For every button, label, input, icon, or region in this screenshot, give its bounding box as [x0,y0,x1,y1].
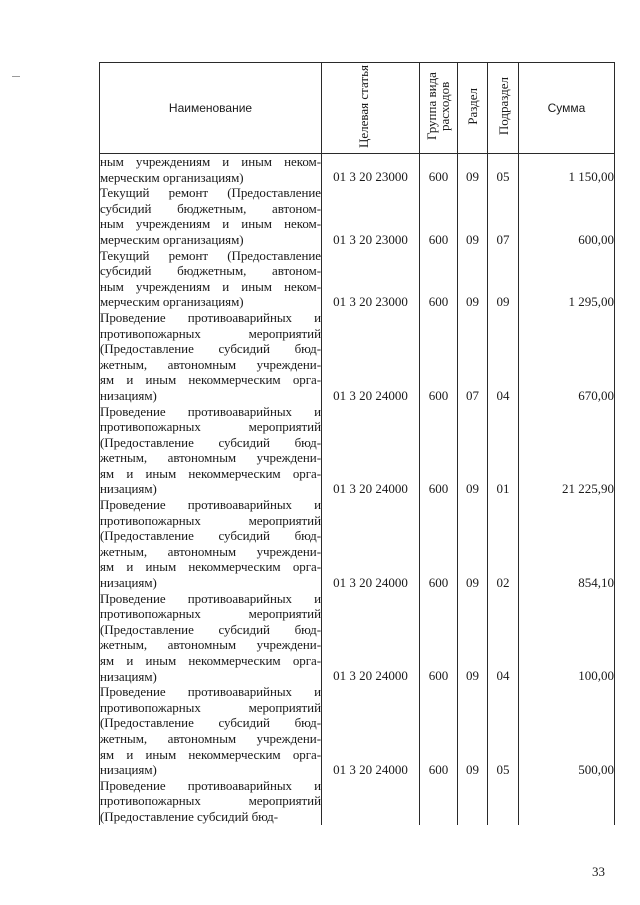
table-header [100,63,615,154]
row-name [100,185,322,247]
row-name-line: мерческим организациям) [100,231,244,247]
table-row [100,778,615,825]
row-section: 09 [458,404,488,498]
row-name-line: Проведение противоаварийных и [100,590,321,606]
row-amount: 1 295,00 [519,248,615,310]
header-subsection-label: Подраздел [495,77,511,136]
row-name-line: низациям) [100,575,157,591]
table-row [100,497,615,591]
row-subsection: 04 [488,591,519,685]
header-target-label: Целевая статья [355,64,371,148]
row-name-line: (Предоставление субсидий бюд- [100,341,321,357]
header-target [322,63,420,154]
row-name-line: противопожарных мероприятий [100,512,321,528]
page-number: 33 [592,864,605,879]
row-name-line: Проведение противоаварийных и [100,497,321,513]
table-row [100,684,615,778]
row-target: 01 3 20 24000 [322,591,420,685]
row-name [100,591,322,685]
row-expense-group: 600 [420,404,458,498]
row-subsection: 04 [488,310,519,404]
row-name-line: ным учреждениям и иным неком- [100,154,321,169]
row-amount: 21 225,90 [519,404,615,498]
row-name-line: Проведение противоаварийных и [100,684,321,700]
row-target: 01 3 20 23000 [322,248,420,310]
row-name-line: ям и иным некоммерческим орга- [100,653,321,668]
budget-table [99,62,615,825]
row-section: 09 [458,185,488,247]
row-subsection: 07 [488,185,519,247]
row-name [100,248,322,310]
row-name-line: Текущий ремонт (Предоставление [100,247,321,263]
row-name-line: жетным, автономным учреждени- [100,543,321,559]
row-name-line: субсидий бюджетным, автоном- [100,200,321,216]
row-subsection: 01 [488,404,519,498]
table-row [100,404,615,498]
header-amount-label: Сумма [547,101,586,115]
row-amount: 854,10 [519,497,615,591]
row-expense-group: 600 [420,497,458,591]
row-target: 01 3 20 24000 [322,404,420,498]
row-target: 01 3 20 24000 [322,684,420,778]
row-name-line: (Предоставление субсидий бюд- [100,621,321,637]
row-name [100,404,322,498]
row-subsection: 02 [488,497,519,591]
row-name-line: мерческим организациям) [100,294,244,310]
row-name-line: жетным, автономным учреждени- [100,637,321,653]
row-target: 01 3 20 23000 [322,185,420,247]
row-name-line: (Предоставление субсидий бюд- [100,715,321,731]
row-name-line: мерческим организациям) [100,169,244,185]
header-section [458,63,488,154]
row-subsection [488,778,519,825]
row-subsection: 09 [488,248,519,310]
row-target: 01 3 20 24000 [322,497,420,591]
row-name [100,310,322,404]
row-section: 07 [458,310,488,404]
row-target: 01 3 20 23000 [322,154,420,186]
row-name-line: ным учреждениям и иным неком- [100,216,321,232]
row-name-line: Проведение противоаварийных и [100,309,321,325]
row-target [322,778,420,825]
row-name-line: низациям) [100,668,157,684]
row-name [100,154,322,186]
row-subsection: 05 [488,154,519,186]
row-name-line: жетным, автономным учреждени- [100,356,321,372]
row-name-line: низациям) [100,481,157,497]
row-section: 09 [458,684,488,778]
row-expense-group: 600 [420,310,458,404]
row-name-line: Проведение противоаварийных и [100,403,321,419]
header-name [100,63,322,154]
row-expense-group [420,778,458,825]
row-section: 09 [458,497,488,591]
row-name-line: низациям) [100,762,157,778]
row-section [458,778,488,825]
row-name-line: Текущий ремонт (Предоставление [100,185,321,201]
row-name-line: противопожарных мероприятий [100,606,321,622]
row-amount: 500,00 [519,684,615,778]
row-target: 01 3 20 24000 [322,310,420,404]
row-name-line: ям и иным некоммерческим орга- [100,372,321,388]
row-name-line: жетным, автономным учреждени- [100,450,321,466]
row-name-line: (Предоставление субсидий бюд- [100,528,321,544]
row-name-line: ям и иным некоммерческим орга- [100,746,321,762]
header-subsection [488,63,519,154]
row-name-line: ным учреждениям и иным неком- [100,278,321,294]
row-expense-group: 600 [420,185,458,247]
row-name-line: противопожарных мероприятий [100,325,321,341]
table-row [100,185,615,247]
row-name-line: ям и иным некоммерческим орга- [100,559,321,575]
table-row [100,248,615,310]
row-section: 09 [458,154,488,186]
header-expense-group [420,63,458,154]
row-name-line: Проведение противоаварийных и [100,777,321,793]
table-row [100,154,615,186]
header-amount [519,63,615,154]
header-section-label: Раздел [465,88,480,125]
row-name-line: (Предоставление субсидий бюд- [100,434,321,450]
row-name-line: субсидий бюджетным, автоном- [100,263,321,279]
table-body [100,154,615,825]
row-expense-group: 600 [420,684,458,778]
row-name-line: низациям) [100,387,157,403]
table-row [100,310,615,404]
row-amount: 670,00 [519,310,615,404]
row-name-line: противопожарных мероприятий [100,419,321,435]
row-name-line: жетным, автономным учреждени- [100,730,321,746]
table-row [100,591,615,685]
header-expense-group-label: Группа вида расходов [423,72,452,141]
row-amount [519,778,615,825]
row-amount: 1 150,00 [519,154,615,186]
row-amount: 600,00 [519,185,615,247]
row-name [100,778,322,825]
row-amount: 100,00 [519,591,615,685]
scan-artifact [12,76,20,77]
row-subsection: 05 [488,684,519,778]
row-expense-group: 600 [420,154,458,186]
row-name-line: противопожарных мероприятий [100,699,321,715]
row-name-line: (Предоставление субсидий бюд- [100,808,278,824]
row-name-line: противопожарных мероприятий [100,793,321,809]
header-row [100,63,615,154]
row-expense-group: 600 [420,248,458,310]
row-name [100,497,322,591]
row-name-line: ям и иным некоммерческим орга- [100,465,321,481]
row-expense-group: 600 [420,591,458,685]
row-section: 09 [458,591,488,685]
header-name-label: Наименование [168,101,253,115]
row-name [100,684,322,778]
row-section: 09 [458,248,488,310]
